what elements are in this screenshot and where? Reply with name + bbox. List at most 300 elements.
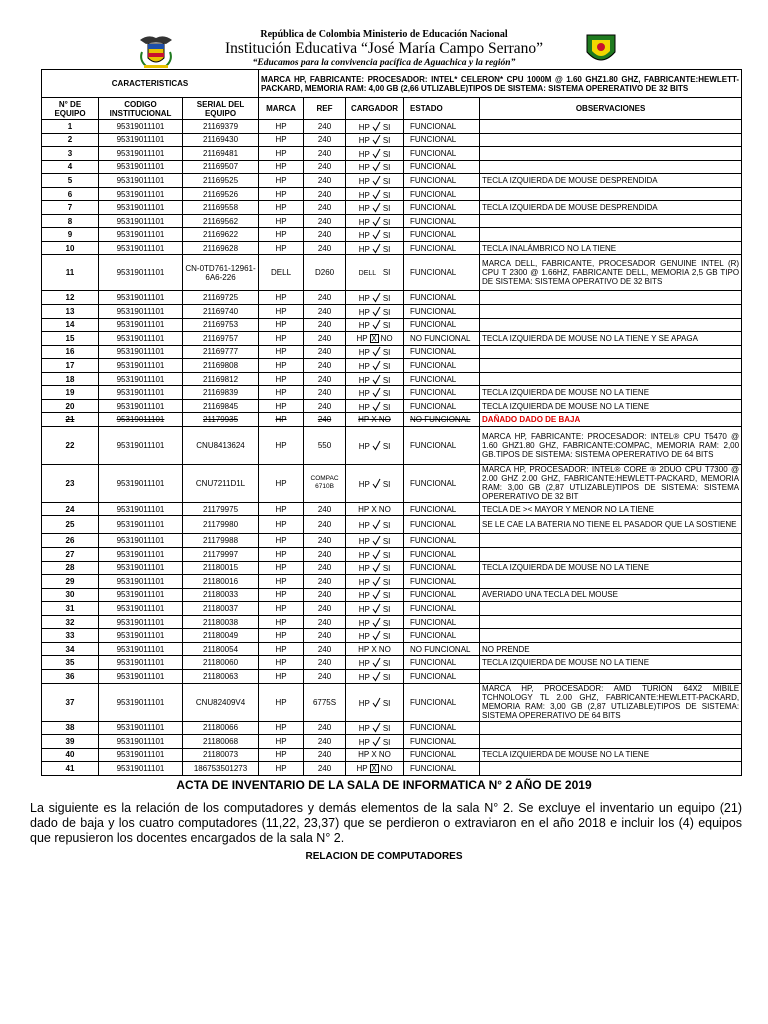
cell-cargador — [346, 534, 404, 548]
cell-ref: 240 — [304, 187, 346, 201]
cell-num: 8 — [42, 214, 99, 228]
cargador-value: SI — [382, 204, 391, 214]
cargador-value: SI — [382, 537, 391, 547]
cargador-brand: HP — [358, 750, 370, 760]
cell-serial: 21180015 — [183, 561, 259, 575]
cell-ref: 240 — [304, 588, 346, 602]
cargador-value: SI — [382, 244, 391, 254]
cell-serial: 21169507 — [183, 160, 259, 174]
cargador-brand: HP — [358, 204, 370, 214]
checkmark-icon — [372, 630, 381, 641]
acta-paragraph: La siguiente es la relación de los computadores y demás elementos de la sala N° 2. Se excluye el inventario un equipo (21) dado de baja y los cuatro computadores (11,22, 23,37) que se perdieron o extraviaron en el año 2018 e incluir los (4) equipos que repusieron los docentes encargados de la sala N° 2. — [30, 801, 742, 845]
cell-num: 41 — [42, 762, 99, 776]
cell-code: 95319011101 — [99, 588, 183, 602]
cell-serial: CNU8413624 — [183, 426, 259, 464]
cell-estado: FUNCIONAL — [404, 120, 480, 134]
cell-ref: 240 — [304, 228, 346, 242]
table-row — [42, 305, 742, 319]
cell-num: 17 — [42, 359, 99, 373]
cell-cargador — [346, 721, 404, 735]
cargador-value: SI — [382, 217, 391, 227]
cell-num: 34 — [42, 642, 99, 656]
table-row — [42, 241, 742, 255]
cell-num: 1 — [42, 120, 99, 134]
cargador-value: NO — [378, 504, 391, 514]
cell-observaciones — [480, 120, 742, 134]
checkmark-icon — [372, 374, 381, 385]
cell-estado: FUNCIONAL — [404, 669, 480, 683]
cell-num: 5 — [42, 174, 99, 188]
cargador-brand: HP — [358, 504, 370, 514]
cell-num: 30 — [42, 588, 99, 602]
checkmark-icon — [372, 148, 381, 159]
cell-observaciones: MARCA HP, FABRICANTE: PROCESADOR: INTEL® CPU T5470 @ 1.60 GHZ1.80 GHZ, FABRICANTE:COMPAC, MEMORIA RAM: 2,00 GB.TIPOS DE SISTEMA: SISTEMA OPERERATIVO DE 64 BITS — [480, 426, 742, 464]
cell-ref: 240 — [304, 575, 346, 589]
cell-code: 95319011101 — [99, 174, 183, 188]
cell-estado: FUNCIONAL — [404, 588, 480, 602]
cell-serial: 21169757 — [183, 332, 259, 346]
cell-serial: 21169839 — [183, 386, 259, 400]
cell-observaciones — [480, 762, 742, 776]
school-shield-icon — [584, 32, 618, 68]
cell-cargador — [346, 386, 404, 400]
cell-num: 37 — [42, 683, 99, 721]
cell-observaciones: TECLA IZQUIERDA DE MOUSE NO LA TIENE — [480, 399, 742, 413]
cargador-brand: HP — [358, 618, 370, 628]
cell-num: 18 — [42, 372, 99, 386]
cell-estado: FUNCIONAL — [404, 656, 480, 670]
cargador-value: SI — [382, 402, 391, 412]
cell-cargador — [346, 291, 404, 305]
header-codigo: CODIGO INSTITUCIONAL — [99, 98, 183, 120]
cell-cargador — [346, 359, 404, 373]
table-row — [42, 372, 742, 386]
cell-observaciones: TECLA DE >< MAYOR Y MENOR NO LA TIENE — [480, 502, 742, 516]
cell-code: 95319011101 — [99, 561, 183, 575]
x-mark-icon: X — [369, 504, 379, 514]
cargador-brand: HP — [358, 591, 370, 601]
cell-serial: 21169812 — [183, 372, 259, 386]
cargador-value: NO — [378, 644, 391, 654]
table-row — [42, 575, 742, 589]
cargador-brand: HP — [358, 307, 370, 317]
table-row — [42, 561, 742, 575]
table-row — [42, 255, 742, 291]
cell-marca: HP — [259, 228, 304, 242]
cell-marca: HP — [259, 174, 304, 188]
cell-cargador — [346, 575, 404, 589]
table-row — [42, 735, 742, 749]
cell-num: 33 — [42, 629, 99, 643]
cell-cargador — [346, 372, 404, 386]
cell-serial: 21180033 — [183, 588, 259, 602]
cargador-brand: HP — [358, 537, 370, 547]
cargador-value: SI — [382, 307, 391, 317]
cargador-value: SI — [382, 737, 391, 747]
cell-code: 95319011101 — [99, 201, 183, 215]
cell-cargador — [346, 561, 404, 575]
cell-serial: 21169526 — [183, 187, 259, 201]
header-ministry-line: República de Colombia Ministerio de Educación Nacional — [260, 29, 508, 40]
cell-ref: D260 — [304, 255, 346, 291]
cell-serial: 21180068 — [183, 735, 259, 749]
cargador-brand: HP — [358, 644, 370, 654]
acta-title: ACTA DE INVENTARIO DE LA SALA DE INFORMATICA N° 2 AÑO DE 2019 — [176, 778, 592, 792]
inventory-table — [41, 69, 742, 776]
cell-cargador — [346, 502, 404, 516]
cargador-brand: HP — [358, 402, 370, 412]
cell-observaciones — [480, 345, 742, 359]
cell-serial: CN-0TD761-12961-6A6-226 — [183, 255, 259, 291]
x-mark-icon: X — [369, 644, 379, 654]
cell-num: 38 — [42, 721, 99, 735]
cell-num: 12 — [42, 291, 99, 305]
characteristics-row — [42, 70, 742, 98]
cell-code: 95319011101 — [99, 255, 183, 291]
cell-serial: 21169725 — [183, 291, 259, 305]
cell-ref: 240 — [304, 762, 346, 776]
checkmark-icon — [372, 440, 381, 451]
cell-cargador — [346, 516, 404, 534]
document-header — [0, 26, 768, 70]
cell-estado: FUNCIONAL — [404, 602, 480, 616]
cell-observaciones: TECLA IZQUIERDA DE MOUSE NO LA TIENE — [480, 748, 742, 762]
cargador-value: SI — [382, 149, 391, 159]
cell-ref: 240 — [304, 548, 346, 562]
x-mark-icon: X — [369, 415, 379, 425]
table-row — [42, 291, 742, 305]
x-box-icon: X — [371, 333, 377, 343]
cell-serial: 21180038 — [183, 615, 259, 629]
cargador-brand: HP — [358, 294, 370, 304]
cell-estado: FUNCIONAL — [404, 291, 480, 305]
cell-estado: FUNCIONAL — [404, 762, 480, 776]
checkmark-icon — [372, 603, 381, 614]
cargador-brand: HP — [358, 136, 370, 146]
checkmark-icon — [372, 306, 381, 317]
cell-num: 11 — [42, 255, 99, 291]
checkmark-icon — [372, 478, 381, 489]
cell-cargador — [346, 683, 404, 721]
cell-ref: 240 — [304, 748, 346, 762]
cell-num: 2 — [42, 133, 99, 147]
table-row — [42, 160, 742, 174]
table-row — [42, 174, 742, 188]
cell-ref: 240 — [304, 291, 346, 305]
cell-observaciones — [480, 160, 742, 174]
cell-estado: NO FUNCIONAL — [404, 413, 480, 427]
cell-observaciones: MARCA HP, PROCESADOR: INTEL® CORE ® 2DUO CPU T7300 @ 2.00 GHZ 2.00 GHZ, FABRICANTE:HEWLETT-PACKARD, MEMORIA RAM: 3,00 GB (2,87 UTLIZABLE)TIPOS DE SISTEMA: SISTEMA OPERERATIVO DE 32 BIT — [480, 464, 742, 502]
cell-observaciones — [480, 629, 742, 643]
cell-marca: HP — [259, 548, 304, 562]
cell-marca: HP — [259, 721, 304, 735]
cell-ref: 240 — [304, 359, 346, 373]
checkmark-icon — [372, 121, 381, 132]
cell-num: 29 — [42, 575, 99, 589]
cell-marca: HP — [259, 426, 304, 464]
cell-observaciones: NO PRENDE — [480, 642, 742, 656]
cell-cargador — [346, 318, 404, 332]
cell-estado: FUNCIONAL — [404, 133, 480, 147]
cell-cargador — [346, 642, 404, 656]
cell-cargador — [346, 413, 404, 427]
cell-serial: 21180066 — [183, 721, 259, 735]
cell-num: 20 — [42, 399, 99, 413]
cell-marca: HP — [259, 291, 304, 305]
cell-code: 95319011101 — [99, 615, 183, 629]
cell-marca: HP — [259, 187, 304, 201]
cell-code: 95319011101 — [99, 426, 183, 464]
cargador-brand: HP — [358, 231, 370, 241]
cell-cargador — [346, 214, 404, 228]
cell-num: 13 — [42, 305, 99, 319]
cell-num: 27 — [42, 548, 99, 562]
cargador-brand: HP — [358, 321, 370, 331]
cell-ref: 240 — [304, 120, 346, 134]
cell-ref: 240 — [304, 534, 346, 548]
cell-ref: 240 — [304, 656, 346, 670]
cell-estado: FUNCIONAL — [404, 516, 480, 534]
cargador-brand: HP — [358, 521, 370, 531]
cargador-brand: HP — [358, 724, 370, 734]
cell-marca: HP — [259, 762, 304, 776]
cell-serial: 21179980 — [183, 516, 259, 534]
cell-cargador — [346, 548, 404, 562]
checkmark-icon — [372, 229, 381, 240]
cell-code: 95319011101 — [99, 133, 183, 147]
relation-title: RELACION DE COMPUTADORES — [305, 851, 463, 862]
cell-ref: 240 — [304, 241, 346, 255]
cell-observaciones — [480, 602, 742, 616]
cargador-value: SI — [382, 550, 391, 560]
cell-code: 95319011101 — [99, 464, 183, 502]
cell-cargador — [346, 656, 404, 670]
cargador-value: NO — [378, 415, 391, 425]
cell-observaciones: TECLA IZQUIERDA DE MOUSE NO LA TIENE — [480, 561, 742, 575]
cell-code: 95319011101 — [99, 160, 183, 174]
cell-num: 15 — [42, 332, 99, 346]
cell-code: 95319011101 — [99, 291, 183, 305]
cargador-brand: HP — [356, 333, 368, 343]
header-observaciones: OBSERVACIONES — [480, 98, 742, 120]
cell-code: 95319011101 — [99, 629, 183, 643]
cell-marca: HP — [259, 160, 304, 174]
header-num: N° DE EQUIPO — [42, 98, 99, 120]
checkmark-icon — [372, 319, 381, 330]
cell-observaciones: TECLA IZQUIERDA DE MOUSE NO LA TIENE — [480, 386, 742, 400]
cargador-value: SI — [382, 577, 391, 587]
cell-observaciones — [480, 575, 742, 589]
cell-ref: 240 — [304, 214, 346, 228]
table-row — [42, 413, 742, 427]
cell-num: 21 — [42, 413, 99, 427]
cell-marca: HP — [259, 502, 304, 516]
cell-serial: 21180037 — [183, 602, 259, 616]
cargador-brand: HP — [358, 737, 370, 747]
cell-serial: 21180049 — [183, 629, 259, 643]
cell-marca: HP — [259, 413, 304, 427]
table-row — [42, 201, 742, 215]
checkmark-icon — [372, 175, 381, 186]
table-row — [42, 332, 742, 346]
cell-observaciones — [480, 318, 742, 332]
cell-observaciones — [480, 721, 742, 735]
cell-estado: FUNCIONAL — [404, 534, 480, 548]
cell-marca: HP — [259, 534, 304, 548]
cell-estado: FUNCIONAL — [404, 345, 480, 359]
cell-ref: 240 — [304, 642, 346, 656]
table-row — [42, 669, 742, 683]
cell-serial: 21169622 — [183, 228, 259, 242]
cell-marca: HP — [259, 656, 304, 670]
table-row — [42, 120, 742, 134]
cell-ref: 240 — [304, 318, 346, 332]
cell-code: 95319011101 — [99, 120, 183, 134]
cell-cargador — [346, 255, 404, 291]
cell-code: 95319011101 — [99, 318, 183, 332]
checkmark-icon — [372, 360, 381, 371]
cell-cargador — [346, 120, 404, 134]
cell-observaciones — [480, 615, 742, 629]
cell-ref: 240 — [304, 133, 346, 147]
cell-code: 95319011101 — [99, 413, 183, 427]
cell-ref: 240 — [304, 386, 346, 400]
cell-serial: 21179997 — [183, 548, 259, 562]
cargador-value: SI — [382, 591, 391, 601]
checkmark-icon — [372, 243, 381, 254]
checkmark-icon — [372, 401, 381, 412]
table-row — [42, 602, 742, 616]
cell-cargador — [346, 735, 404, 749]
table-row — [42, 748, 742, 762]
cell-num: 28 — [42, 561, 99, 575]
cell-serial: 21180016 — [183, 575, 259, 589]
cell-estado: FUNCIONAL — [404, 201, 480, 215]
table-row — [42, 588, 742, 602]
cell-estado: FUNCIONAL — [404, 735, 480, 749]
cell-observaciones — [480, 669, 742, 683]
header-motto: “Educamos para la convivencia pacífica de Aguachica y la región” — [252, 58, 516, 68]
cell-marca: HP — [259, 332, 304, 346]
cell-cargador — [346, 748, 404, 762]
cell-observaciones: SE LE CAE LA BATERIA NO TIENE EL PASADOR QUE LA SOSTIENE — [480, 516, 742, 534]
cell-num: 25 — [42, 516, 99, 534]
table-row — [42, 228, 742, 242]
checkmark-icon — [372, 549, 381, 560]
cell-estado: FUNCIONAL — [404, 255, 480, 291]
cell-num: 39 — [42, 735, 99, 749]
cell-marca: HP — [259, 399, 304, 413]
cell-cargador — [346, 133, 404, 147]
table-row — [42, 133, 742, 147]
cell-serial: 21169379 — [183, 120, 259, 134]
cell-marca: HP — [259, 669, 304, 683]
checkmark-icon — [372, 697, 381, 708]
cell-num: 4 — [42, 160, 99, 174]
table-row — [42, 615, 742, 629]
cell-estado: FUNCIONAL — [404, 502, 480, 516]
cargador-brand: HP — [358, 190, 370, 200]
cell-serial: CNU82409V4 — [183, 683, 259, 721]
cell-code: 95319011101 — [99, 345, 183, 359]
cell-observaciones: TECLA IZQUIERDA DE MOUSE NO LA TIENE Y SE APAGA — [480, 332, 742, 346]
cell-observaciones — [480, 133, 742, 147]
cell-serial: 21179935 — [183, 413, 259, 427]
cell-ref: 240 — [304, 147, 346, 161]
cell-observaciones: TECLA IZQUIERDA DE MOUSE NO LA TIENE — [480, 656, 742, 670]
cell-cargador — [346, 588, 404, 602]
cell-serial: 186753501273 — [183, 762, 259, 776]
table-row — [42, 629, 742, 643]
table-row — [42, 534, 742, 548]
cell-marca: HP — [259, 318, 304, 332]
cargador-value: SI — [382, 294, 391, 304]
cargador-brand: HP — [358, 122, 370, 132]
cell-code: 95319011101 — [99, 669, 183, 683]
cargador-brand: HP — [358, 163, 370, 173]
cell-marca: HP — [259, 642, 304, 656]
cell-num: 10 — [42, 241, 99, 255]
checkmark-icon — [372, 589, 381, 600]
checkmark-icon — [372, 736, 381, 747]
cell-ref: 240 — [304, 174, 346, 188]
cell-serial: 21180060 — [183, 656, 259, 670]
cell-ref: 240 — [304, 413, 346, 427]
cell-observaciones: TECLA IZQUIERDA DE MOUSE DESPRENDIDA — [480, 201, 742, 215]
cell-marca: HP — [259, 575, 304, 589]
cell-estado: FUNCIONAL — [404, 160, 480, 174]
table-row — [42, 642, 742, 656]
cargador-value: NO — [380, 763, 393, 773]
cell-observaciones — [480, 735, 742, 749]
cargador-brand: HP — [358, 659, 370, 669]
cell-observaciones — [480, 228, 742, 242]
cargador-brand: HP — [358, 375, 370, 385]
cell-observaciones — [480, 534, 742, 548]
cell-cargador — [346, 669, 404, 683]
cell-cargador — [346, 305, 404, 319]
cell-marca: HP — [259, 201, 304, 215]
cell-serial: 21180063 — [183, 669, 259, 683]
cell-estado: FUNCIONAL — [404, 721, 480, 735]
cell-observaciones — [480, 548, 742, 562]
cargador-value: SI — [382, 361, 391, 371]
cell-num: 16 — [42, 345, 99, 359]
cell-serial: 21169430 — [183, 133, 259, 147]
cell-cargador — [346, 464, 404, 502]
cell-code: 95319011101 — [99, 332, 183, 346]
cell-marca: HP — [259, 748, 304, 762]
cell-code: 95319011101 — [99, 683, 183, 721]
cell-observaciones — [480, 147, 742, 161]
cell-marca: HP — [259, 615, 304, 629]
cell-observaciones — [480, 305, 742, 319]
table-row — [42, 762, 742, 776]
cell-ref: 240 — [304, 721, 346, 735]
cargador-value: SI — [382, 348, 391, 358]
cell-num: 35 — [42, 656, 99, 670]
cell-cargador — [346, 241, 404, 255]
characteristics-label: CARACTERISTICAS — [42, 70, 259, 98]
table-row — [42, 399, 742, 413]
cargador-brand: HP — [358, 415, 370, 425]
cell-code: 95319011101 — [99, 359, 183, 373]
cell-marca: HP — [259, 464, 304, 502]
cell-cargador — [346, 399, 404, 413]
cell-serial: 21169562 — [183, 214, 259, 228]
cell-code: 95319011101 — [99, 502, 183, 516]
cell-estado: NO FUNCIONAL — [404, 642, 480, 656]
